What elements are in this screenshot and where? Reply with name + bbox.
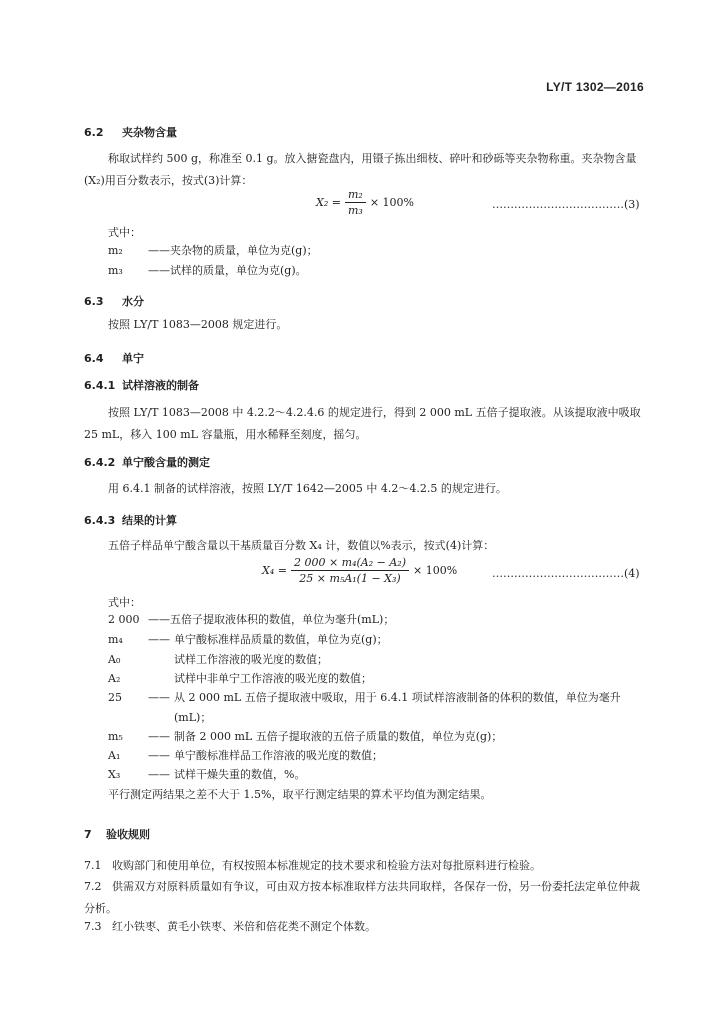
section-title: 结果的计算: [122, 514, 177, 527]
section-title: 单宁酸含量的测定: [122, 456, 210, 469]
section-number: 6.4.3: [84, 514, 116, 527]
definition-text: 制备 2 000 mL 五倍子提取液的五倍子质量的数值，单位为克(g)；: [174, 730, 503, 743]
definition-dash: ——: [148, 244, 170, 257]
clause-7-2: [84, 876, 644, 920]
where-label: 式中：: [108, 596, 141, 609]
formula-fraction: [345, 188, 366, 217]
definition-symbol: m₄: [108, 633, 123, 646]
definition-text: 五倍子提取液体积的数值，单位为毫升(mL)；: [170, 613, 395, 626]
paragraph-6-4-3: 五倍子样品单宁酸含量以干基质量百分数 X₄ 计，数值以%表示，按式(4)计算：: [108, 539, 495, 552]
section-number: 6.4: [84, 352, 104, 365]
definition-text: 试样的质量，单位为克(g)。: [170, 264, 307, 277]
formula-rhs: × 100%: [369, 196, 414, 209]
clause-text: 收购部门和使用单位，有权按照本标准规定的技术要求和检验方法对每批原料进行检验。: [112, 859, 541, 872]
where-label: 式中：: [108, 226, 141, 239]
paragraph-6-2: 称取试样约 500 g，称准至 0.1 g。放入搪瓷盘内，用镊子拣出细枝、碎叶和砂砾等夹杂物称重。夹杂物含量(X₂)用百分数表示，按式(3)计算：: [84, 152, 637, 187]
definition-dash: ——: [148, 613, 170, 626]
definition-item: [108, 747, 383, 765]
section-title: 验收规则: [106, 828, 150, 841]
heading-6-2: [84, 124, 177, 140]
definition-symbol: 2 000: [108, 613, 140, 626]
definition-item: [108, 242, 318, 260]
definition-item: [108, 651, 328, 669]
section-title: 试样溶液的制备: [122, 379, 199, 392]
definition-text: 试样干燥失重的数值，%。: [174, 768, 306, 781]
definition-item: [108, 688, 644, 728]
formula-4: [262, 556, 457, 585]
numerator: 2 000 × m₄(A₂ − A₂): [291, 556, 409, 571]
standard-code: LY/T 1302—2016: [546, 80, 644, 94]
heading-6-4-1: [84, 377, 199, 393]
definition-symbol: X₃: [108, 768, 121, 781]
denominator: 25 × m₅A₁(1 − X₃): [299, 572, 401, 585]
heading-7: [84, 826, 150, 842]
section-title: 夹杂物含量: [122, 126, 177, 139]
clause-7-3: [84, 916, 644, 938]
formula-number: ………………………………(4): [492, 567, 640, 580]
denominator: m₃: [347, 204, 363, 217]
formula-3: [316, 188, 414, 217]
section-number: 6.3: [84, 295, 104, 308]
definition-symbol: A₁: [108, 749, 121, 762]
definition-item: [108, 262, 307, 280]
definition-dash: ——: [148, 264, 170, 277]
definition-text: 试样工作溶液的吸光度的数值；: [174, 653, 328, 666]
definition-text: 从 2 000 mL 五倍子提取液中吸取，用于 6.4.1 项试样溶液制备的体积的数值，单位为毫升(mL)；: [174, 691, 621, 724]
definition-item: [108, 766, 305, 784]
heading-6-3: [84, 293, 144, 309]
definition-symbol: A₂: [108, 672, 121, 685]
section-title: 单宁: [122, 352, 144, 365]
definition-text: 单宁酸标准样品质量的数值，单位为克(g)；: [174, 633, 388, 646]
definition-text: 夹杂物的质量，单位为克(g)；: [170, 244, 318, 257]
definition-text: 试样中非单宁工作溶液的吸光度的数值；: [174, 672, 372, 685]
definition-text: 单宁酸标准样品工作溶液的吸光度的数值；: [174, 749, 383, 762]
clause-number: 7.3: [84, 920, 102, 933]
definition-item: [108, 611, 394, 629]
paragraph-6-4-2: 用 6.4.1 制备的试样溶液，按照 LY/T 1642—2005 中 4.2～4.2.5 的规定进行。: [108, 482, 507, 495]
formula-fraction: [291, 556, 409, 585]
formula-lhs: X₂ =: [316, 196, 341, 209]
definition-item: [108, 670, 372, 688]
numerator: m₂: [345, 188, 366, 203]
heading-6-4-3: [84, 512, 177, 528]
paragraph-tail: 平行测定两结果之差不大于 1.5%，取平行测定结果的算术平均值为测定结果。: [108, 788, 492, 801]
paragraph-6-4-1: 按照 LY/T 1083—2008 中 4.2.2～4.2.4.6 的规定进行，得到 2 000 mL 五倍子提取液。从该提取液中吸取 25 mL，移入 100 mL 容量瓶，用水稀释至刻度，摇匀。: [84, 406, 641, 441]
heading-6-4: [84, 350, 144, 366]
definition-symbol: A₀: [108, 653, 121, 666]
definition-dash: ——: [148, 768, 170, 781]
formula-lhs: X₄ =: [262, 564, 287, 577]
section-number: 6.4.2: [84, 456, 116, 469]
definition-dash: ——: [148, 730, 170, 743]
definition-symbol: m₃: [108, 264, 123, 277]
definition-dash: ——: [148, 633, 170, 646]
definition-symbol: 25: [108, 691, 122, 704]
section-number: 6.2: [84, 126, 104, 139]
definition-item: [108, 728, 502, 746]
clause-text: 红小铁枣、黄毛小铁枣、米倍和倍花类不测定个体数。: [112, 920, 376, 933]
clause-7-1: [84, 855, 644, 877]
clause-number: 7.1: [84, 859, 102, 872]
clause-text: 供需双方对原料质量如有争议，可由双方按本标准取样方法共同取样，各保存一份，另一份委托法定单位仲裁分析。: [84, 880, 640, 915]
definition-symbol: m₅: [108, 730, 123, 743]
formula-number: ………………………………(3): [492, 198, 640, 211]
clause-number: 7.2: [84, 880, 102, 893]
section-number: 6.4.1: [84, 379, 116, 392]
definition-dash: ——: [148, 749, 170, 762]
definition-symbol: m₂: [108, 244, 123, 257]
heading-6-4-2: [84, 454, 210, 470]
formula-rhs: × 100%: [413, 564, 458, 577]
definition-item: [108, 631, 388, 649]
section-number: 7: [84, 828, 92, 841]
section-title: 水分: [122, 295, 144, 308]
definition-dash: ——: [148, 691, 170, 704]
paragraph-6-3: 按照 LY/T 1083—2008 规定进行。: [108, 318, 288, 331]
